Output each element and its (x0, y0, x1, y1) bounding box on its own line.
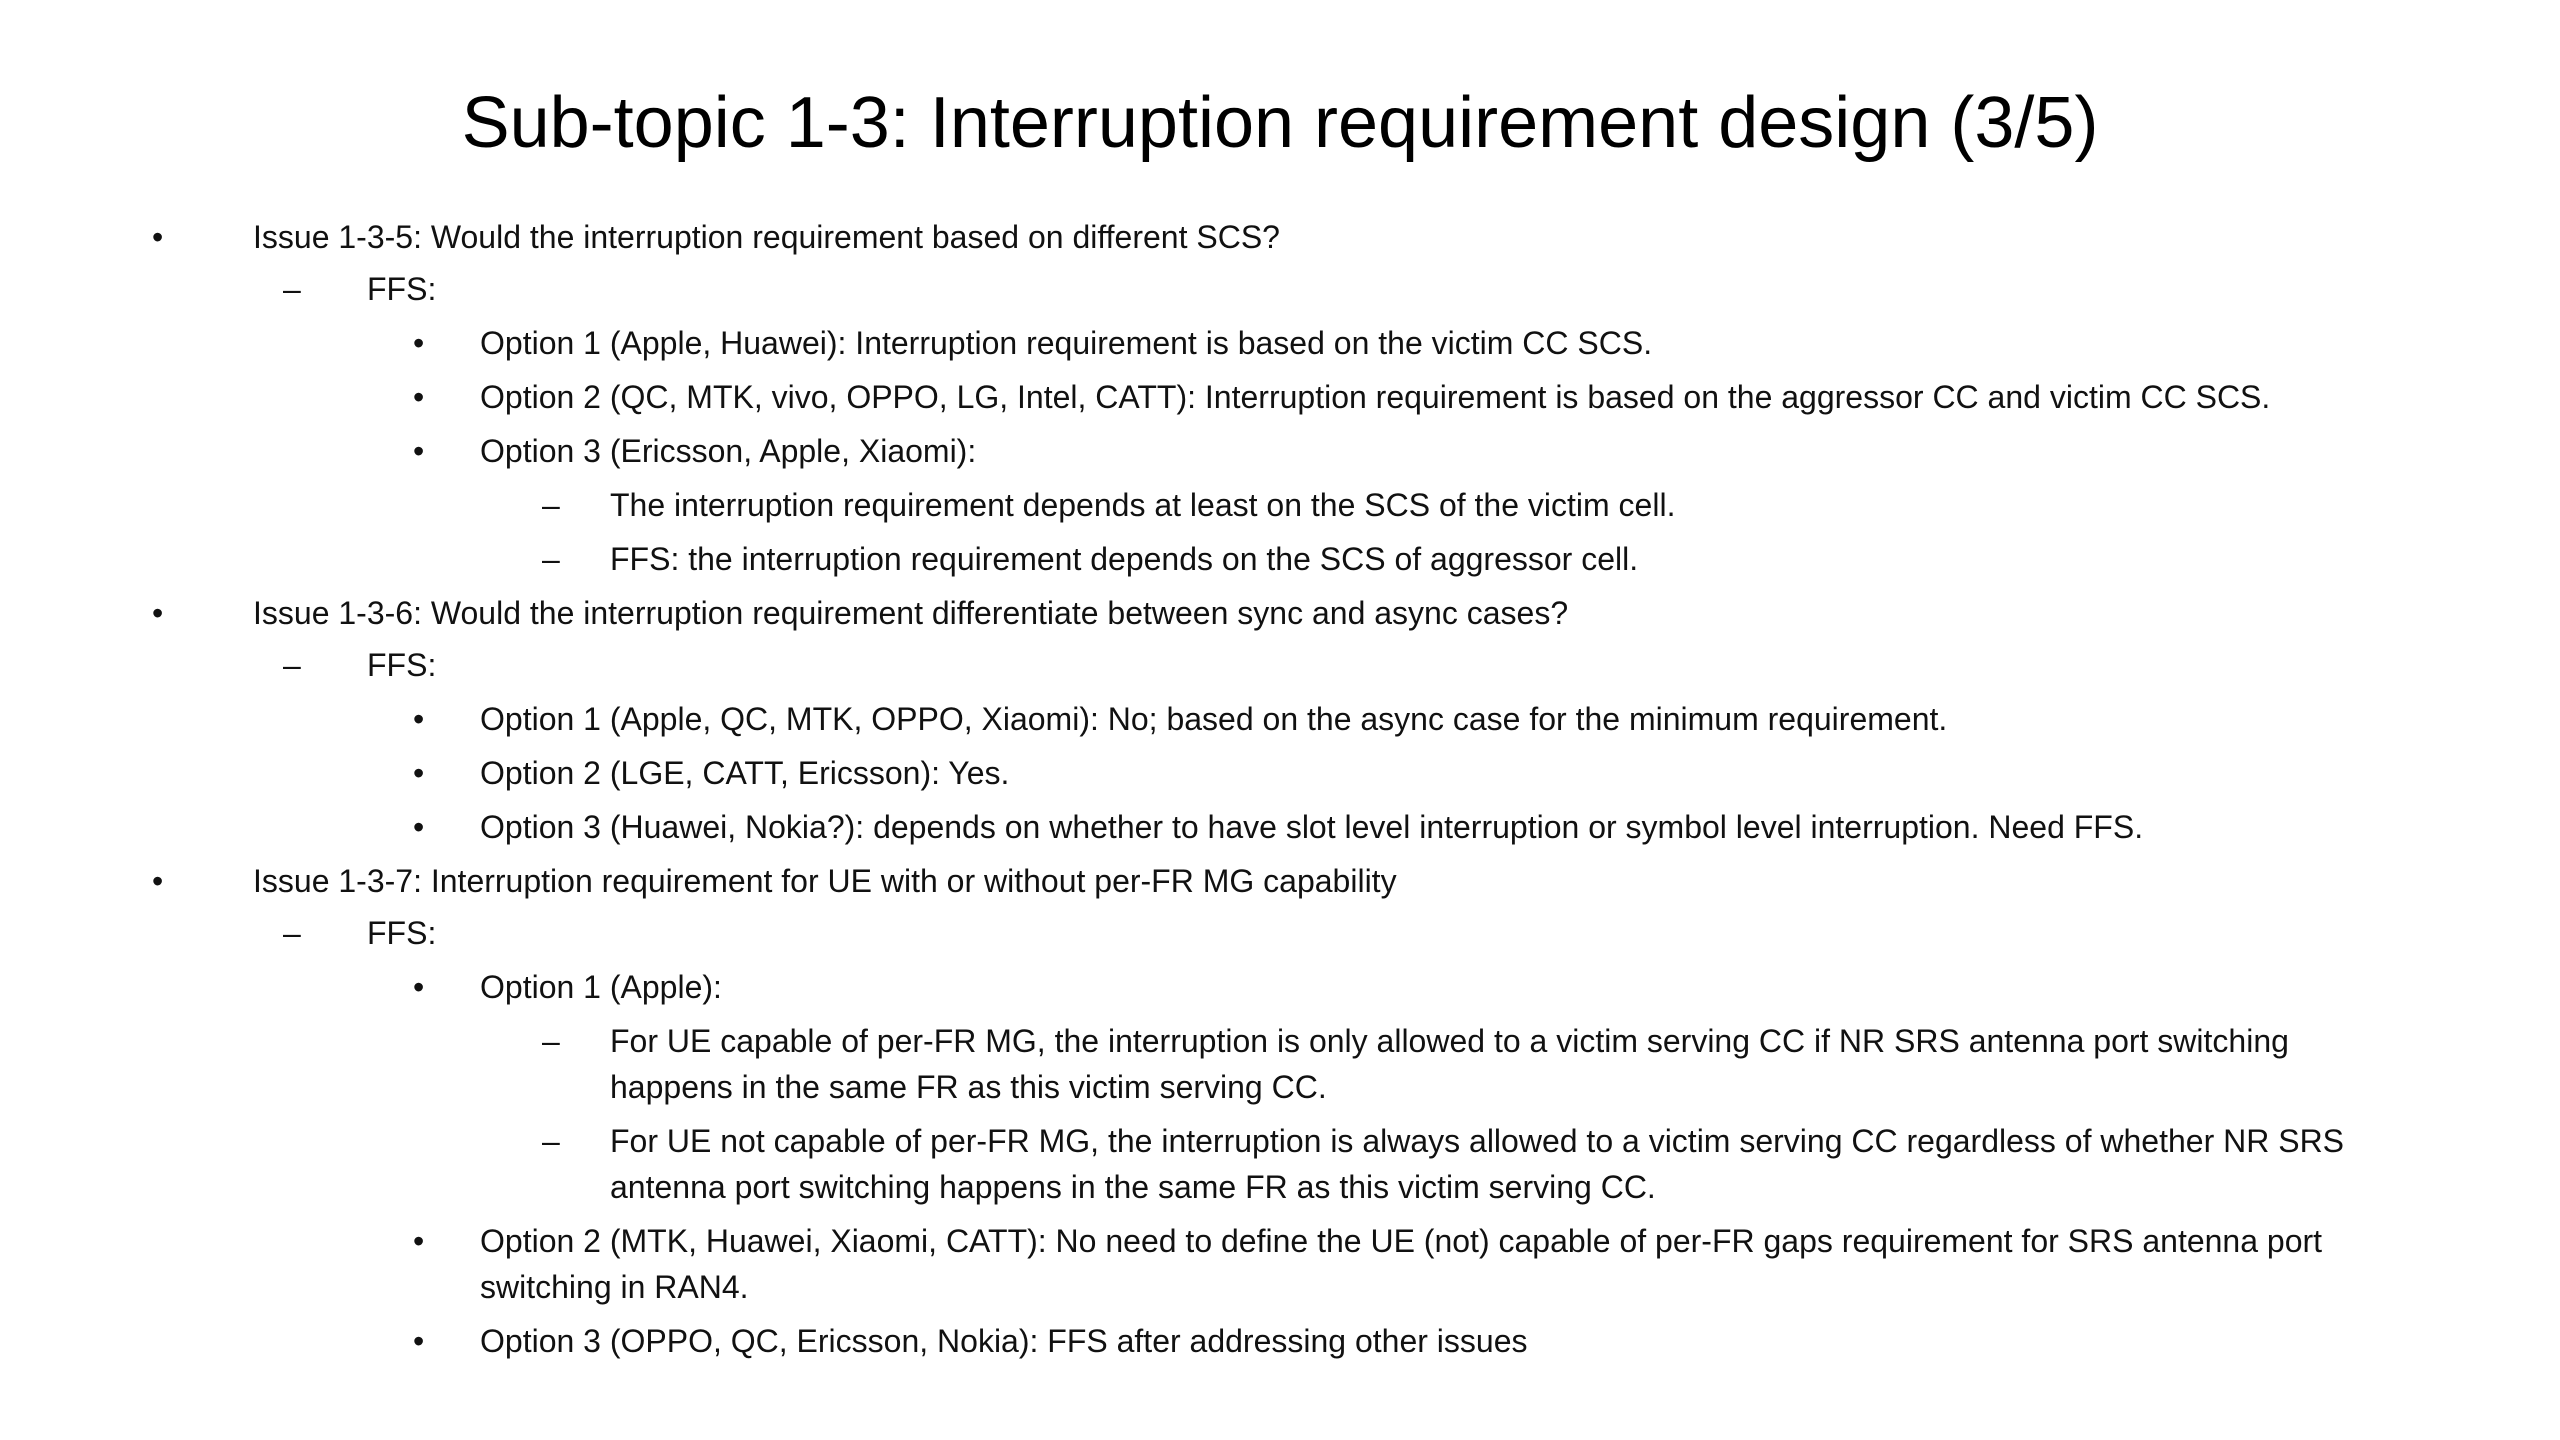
option-text: Option 1 (Apple, Huawei): Interruption requirement is based on the victim CC SCS. (480, 325, 1653, 361)
bullet-marker: • (413, 755, 425, 791)
sub-option-item (0, 536, 2560, 582)
bullet-marker: • (152, 219, 164, 255)
slide-content (0, 208, 2560, 1372)
option-text: Option 2 (LGE, CATT, Ericsson): Yes. (480, 755, 1010, 791)
dash-marker: – (542, 1123, 560, 1159)
bullet-marker: • (413, 969, 425, 1005)
option-text: Option 3 (Ericsson, Apple, Xiaomi): (480, 433, 977, 469)
option-item (0, 804, 2560, 850)
bullet-marker: • (152, 595, 164, 631)
sub-option-item (0, 1118, 2560, 1210)
sub-option-item (0, 482, 2560, 528)
option-item (0, 428, 2560, 474)
option-item (0, 750, 2560, 796)
dash-marker: – (542, 1023, 560, 1059)
option-text: Option 2 (QC, MTK, vivo, OPPO, LG, Intel, CATT): Interruption requirement is based on the aggressor CC and victim CC SCS. (480, 379, 2271, 415)
sub-option-text: For UE capable of per-FR MG, the interruption is only allowed to a victim serving CC if NR SRS antenna port switching happens in the same FR as this victim serving CC. (610, 1023, 2289, 1105)
option-text: Option 3 (OPPO, QC, Ericsson, Nokia): FFS after addressing other issues (480, 1323, 1528, 1359)
dash-marker: – (542, 541, 560, 577)
option-text: Option 1 (Apple): (480, 969, 722, 1005)
bullet-marker: • (413, 701, 425, 737)
dash-marker: – (542, 487, 560, 523)
sub-option-text: For UE not capable of per-FR MG, the interruption is always allowed to a victim serving CC regardless of whether NR SRS antenna port switching happens in the same FR as this victim serving CC. (610, 1123, 2345, 1205)
option-item (0, 320, 2560, 366)
ffs-label: FFS: (367, 271, 437, 307)
bullet-marker: • (413, 379, 425, 415)
option-item (0, 374, 2560, 420)
ffs-label: FFS: (367, 647, 437, 683)
sub-option-text: The interruption requirement depends at least on the SCS of the victim cell. (610, 487, 1676, 523)
dash-marker: – (283, 915, 301, 951)
option-text: Option 3 (Huawei, Nokia?): depends on whether to have slot level interruption or symbol level interruption. Need FFS. (480, 809, 2144, 845)
bullet-marker: • (413, 1223, 425, 1259)
bullet-marker: • (152, 863, 164, 899)
dash-marker: – (283, 271, 301, 307)
option-text: Option 2 (MTK, Huawei, Xiaomi, CATT): No need to define the UE (not) capable of per-FR gaps requirement for SRS antenna port switching in RAN4. (480, 1223, 2323, 1305)
ffs-item (0, 642, 2560, 688)
issue-text: Issue 1-3-5: Would the interruption requirement based on different SCS? (253, 219, 1280, 255)
bullet-marker: • (413, 433, 425, 469)
bullet-marker: • (413, 1323, 425, 1359)
dash-marker: – (283, 647, 301, 683)
sub-option-item (0, 1018, 2560, 1110)
sub-option-text: FFS: the interruption requirement depends on the SCS of aggressor cell. (610, 541, 1639, 577)
ffs-item (0, 266, 2560, 312)
ffs-label: FFS: (367, 915, 437, 951)
issue-text: Issue 1-3-7: Interruption requirement for UE with or without per-FR MG capability (253, 863, 1397, 899)
option-item (0, 1218, 2560, 1310)
bullet-marker: • (413, 325, 425, 361)
ffs-item (0, 910, 2560, 956)
issue-1-3-7 (0, 858, 2560, 904)
issue-1-3-5 (0, 214, 2560, 260)
slide-title: Sub-topic 1-3: Interruption requirement design (3/5) (461, 83, 2099, 163)
issue-1-3-6 (0, 590, 2560, 636)
option-item (0, 696, 2560, 742)
issue-text: Issue 1-3-6: Would the interruption requirement differentiate between sync and async cases? (253, 595, 1569, 631)
option-item (0, 964, 2560, 1010)
option-text: Option 1 (Apple, QC, MTK, OPPO, Xiaomi): No; based on the async case for the minimum requirement. (480, 701, 1948, 737)
option-item (0, 1318, 2560, 1364)
bullet-marker: • (413, 809, 425, 845)
